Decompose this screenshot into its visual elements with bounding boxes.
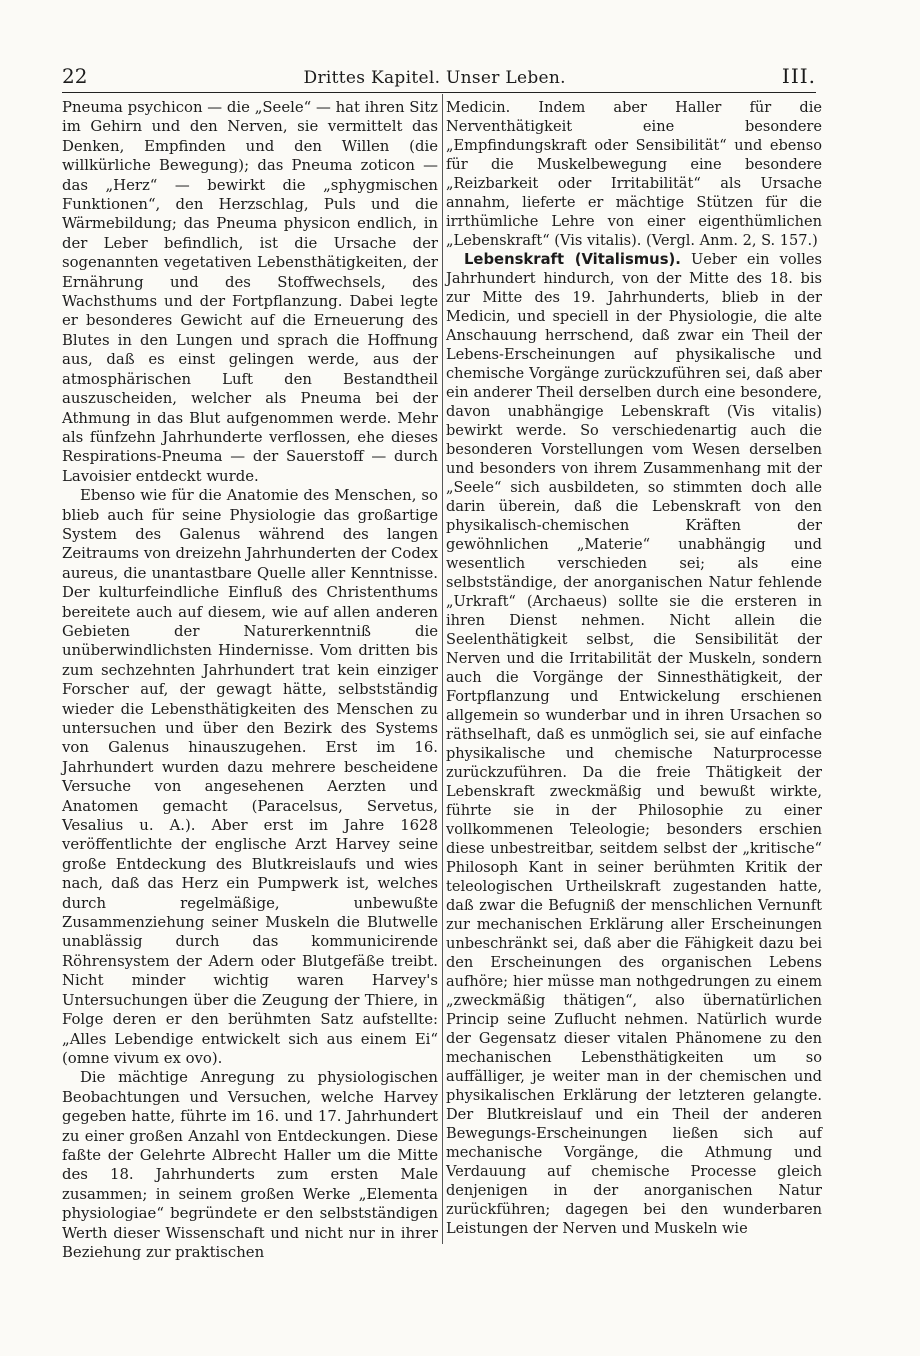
right-column bbox=[446, 98, 822, 1238]
header-rule bbox=[62, 92, 816, 93]
text-columns bbox=[62, 98, 822, 1268]
running-title: Drittes Kapitel. Unser Leben. bbox=[303, 68, 566, 88]
left-column bbox=[62, 98, 438, 1262]
paragraph: Die mächtige Anregung zu physiologischen Beobachtungen und Versuchen, welche Harvey gegeben hatte, führte im 16. und 17. Jahrhundert zu einer großen Anzahl von Entdeckungen. Diese faßte der Gelehrte Albrecht Haller um die Mitte des 18. Jahrhunderts zum ersten Male zusammen; in seinem großen Werke „Elementa physiologiae“ begründete er den selbstständigen Werth dieser Wissenschaft und nicht nur in ihrer Beziehung zur praktischen bbox=[62, 1068, 438, 1261]
paragraph-text: Ueber ein volles Jahrhundert hindurch, von der Mitte des 18. bis zur Mitte des 19. Jahrhunderts, blieb in der Medicin, und speciell in der Physiologie, die alte Anschauung herrschend, daß zwar ein Theil der Lebens-Erscheinungen auf physikalische und chemische Vorgänge zurückzuführen sei, daß aber ein anderer Theil derselben durch eine besondere, davon unabhängige Lebenskraft (Vis vitalis) bewirkt werde. So verschiedenartig auch die besonderen Vorstellungen vom Wesen derselben und besonders von ihrem Zusammenhang mit der „Seele“ sich ausbildeten, so stimmten doch alle darin überein, daß die Lebenskraft von den physikalisch-chemischen Kräften der gewöhnlichen „Materie“ unabhängig und wesentlich verschieden sei; als eine selbstständige, der anorganischen Natur fehlende „Urkraft“ (Archaeus) sollte sie die ersteren in ihren Dienst nehmen. Nicht allein die Seelenthätigkeit selbst, die Sensibilität der Nerven und die Irritabilität der Muskeln, sondern auch die Vorgänge der Sinnesthätigkeit, der Fortpflanzung und Entwickelung erschienen allgemein so wunderbar und in ihren Ursachen so räthselhaft, daß es unmöglich sei, sie auf einfache physikalische und chemische Naturprocesse zurückzuführen. Da die freie Thätigkeit der Lebenskraft zweckmäßig und bewußt wirkte, führte sie in der Philosophie zu einer vollkommenen Teleologie; besonders erschien diese unbestreitbar, seitdem selbst der „kritische“ Philosoph Kant in seiner berühmten Kritik der teleologischen Urtheilskraft zugestanden hatte, daß zwar die Befugniß der menschlichen Vernunft zur mechanischen Erklärung aller Erscheinungen unbeschränkt sei, daß aber die Fähigkeit dazu bei den Erscheinungen des organischen Lebens aufhöre; hier müsse man nothgedrungen zu einem „zweckmäßig thätigen“, also übernatürlichen Princip seine Zuflucht nehmen. Natürlich wurde der Gegensatz dieser vitalen Phänomene zu den mechanischen Lebensthätigkeiten um so auffälliger, je weiter man in der chemischen und physikalischen Erklärung der letzteren gelangte. Der Blutkreislauf und ein Theil der anderen Bewegungs-Erscheinungen ließen sich auf mechanische Vorgänge, die Athmung und Verdauung auf chemische Processe gleich denjenigen in der anorganischen Natur zurückführen; dagegen bei den wunderbaren Leistungen der Nerven und Muskeln wie bbox=[446, 251, 822, 1237]
chapter-numeral: III. bbox=[781, 64, 816, 88]
section-heading: Lebenskraft (Vitalismus). bbox=[464, 251, 681, 268]
paragraph: Pneuma psychicon — die „Seele“ — hat ihren Sitz im Gehirn und den Nerven, sie vermittelt das Denken, Empfinden und den Willen (die willkürliche Bewegung); das Pneuma zoticon — das „Herz“ — bewirkt die „sphygmischen Funktionen“, den Herzschlag, Puls und die Wärmebildung; das Pneuma physicon endlich, in der Leber befindlich, ist die Ursache der sogenannten vegetativen Lebensthätigkeiten, der Ernährung und des Stoffwechsels, des Wachsthums und der Fortpflanzung. Dabei legte er besonderes Gewicht auf die Erneuerung des Blutes in den Lungen und sprach die Hoffnung aus, daß es einst gelingen werde, aus der atmosphärischen Luft den Bestandtheil auszuscheiden, welcher als Pneuma bei der Athmung in das Blut aufgenommen werde. Mehr als fünfzehn Jahrhunderte verflossen, ehe dieses Respirations-Pneuma — der Sauerstoff — durch Lavoisier entdeckt wurde. bbox=[62, 98, 438, 485]
page-header bbox=[62, 60, 816, 88]
paragraph: Ebenso wie für die Anatomie des Menschen, so blieb auch für seine Physiologie das großartige System des Galenus während des langen Zeitraums von dreizehn Jahrhunderten der Codex aureus, die unantastbare Quelle aller Kenntnisse. Der kulturfeindliche Einfluß des Christenthums bereitete auch auf diesem, wie auf allen anderen Gebieten der Naturerkenntniß die unüberwindlichsten Hindernisse. Vom dritten bis zum sechzehnten Jahrhundert trat kein einziger Forscher auf, der gewagt hätte, selbstständig wieder die Lebensthätigkeiten des Menschen zu untersuchen und über den Bezirk des Systems von Galenus hinauszugehen. Erst im 16. Jahrhundert wurden dazu mehrere bescheidene Versuche von angesehenen Aerzten und Anatomen gemacht (Paracelsus, Servetus, Vesalius u. A.). Aber erst im Jahre 1628 veröffentlichte der englische Arzt Harvey seine große Entdeckung des Blutkreislaufs und wies nach, daß das Herz ein Pumpwerk ist, welches durch regelmäßige, unbewußte Zusammenziehung seiner Muskeln die Blutwelle unablässig durch das kommunicirende Röhrensystem der Adern oder Blutgefäße treibt. Nicht minder wichtig waren Harvey's Untersuchungen über die Zeugung der Thiere, in Folge deren er den berühmten Satz aufstellte: „Alles Lebendige entwickelt sich aus einem Ei“ (omne vivum ex ovo). bbox=[62, 486, 438, 1067]
paragraph: Medicin. Indem aber Haller für die Nerventhätigkeit eine besondere „Empfindungskraft oder Sensibilität“ und ebenso für die Muskelbewegung eine besondere „Reizbarkeit oder Irritabilität“ als Ursache annahm, lieferte er mächtige Stützen für die irrthümliche Lehre von einer eigenthümlichen „Lebenskraft“ (Vis vitalis). (Vergl. Anm. 2, S. 157.) bbox=[446, 99, 822, 249]
page-number: 22 bbox=[62, 64, 88, 88]
paragraph-with-heading bbox=[446, 250, 822, 1238]
